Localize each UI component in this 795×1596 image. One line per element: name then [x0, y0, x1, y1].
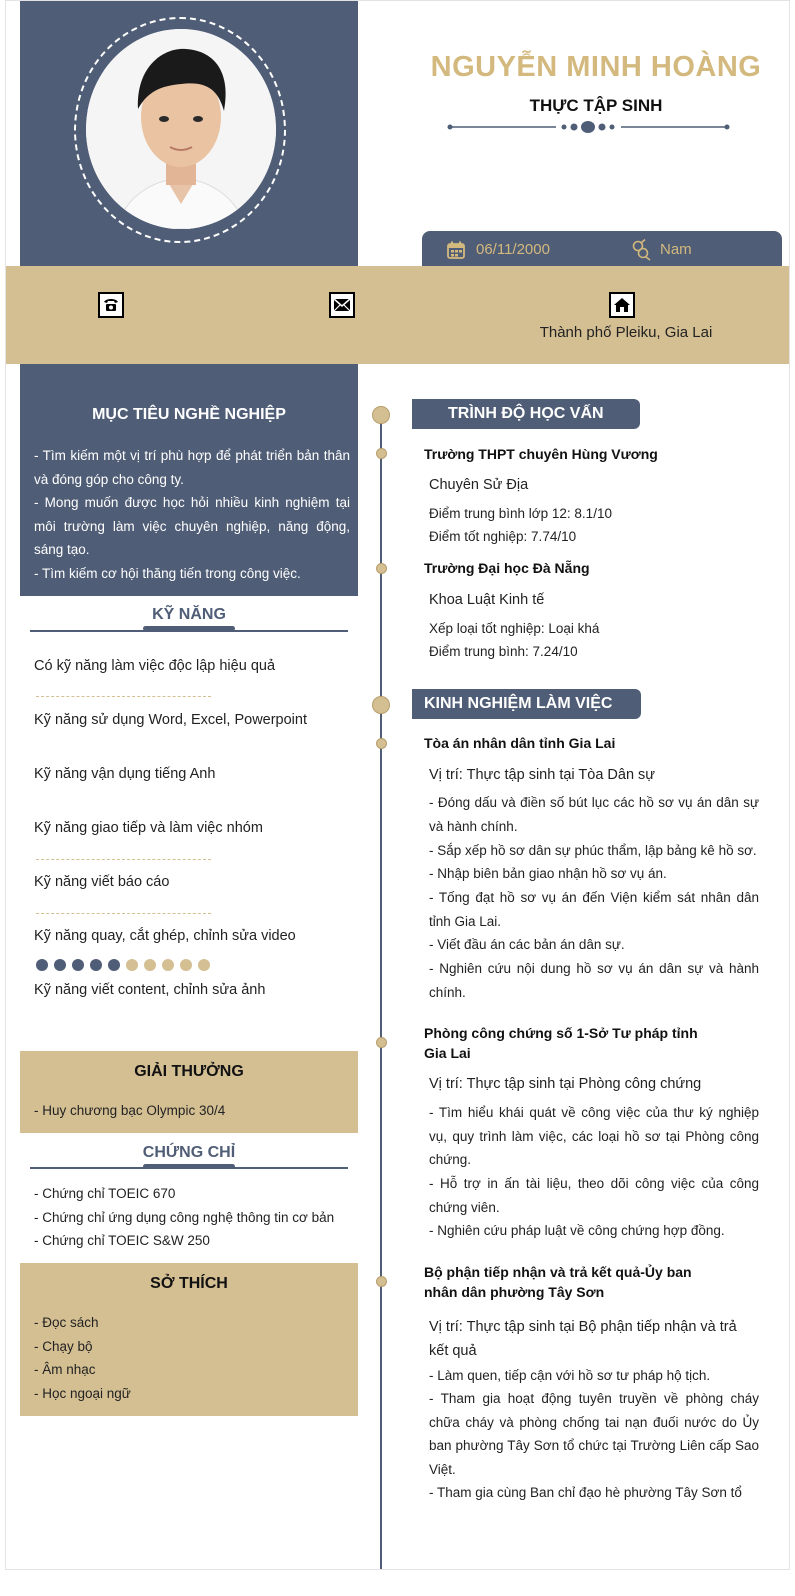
awards-title: GIẢI THƯỞNG [134, 1063, 244, 1080]
school-name: Trường Đại học Đà Nẵng [424, 560, 590, 576]
job-task: - Viết đầu án các bản án dân sự. [429, 937, 625, 952]
envelope-icon [329, 292, 355, 318]
job-position: Vị trí: Thực tập sinh tại Phòng công chứng [429, 1076, 702, 1092]
hobby-item: - Âm nhạc [34, 1362, 96, 1377]
career-goal-section [20, 364, 358, 596]
job-task: - Làm quen, tiếp cận với hồ sơ tư pháp hộ tịch. [429, 1368, 711, 1383]
job-org: Bộ phận tiếp nhận và trả kết quả-Ủy ban [424, 1264, 692, 1280]
job-task: - Tống đạt hồ sơ vụ án đến Viện kiểm sát nhân dân tỉnh Gia Lai. [429, 890, 759, 929]
timeline-node [376, 1276, 387, 1287]
skill-item: Kỹ năng viết content, chỉnh sửa ảnh [34, 982, 266, 998]
rating-dot-filled [108, 959, 120, 971]
job-org: Phòng công chứng số 1-Sở Tư pháp tỉnh [424, 1025, 698, 1041]
school-detail: Xếp loại tốt nghiệp: Loại khá [429, 621, 600, 636]
skill-rating-track [36, 859, 211, 860]
rating-dot-empty [126, 959, 138, 971]
skill-item: Kỹ năng viết báo cáo [34, 874, 170, 890]
rating-dot-filled [54, 959, 66, 971]
rating-dot-empty [198, 959, 210, 971]
job-task: - Nhập biên bản giao nhận hồ sơ vụ án. [429, 866, 667, 881]
awards-section [20, 1051, 358, 1133]
job-task: - Đóng dấu và điền số bút lục các hồ sơ vụ án dân sự và hành chính. [429, 795, 759, 834]
timeline-node-large [372, 696, 390, 714]
timeline-node [376, 1037, 387, 1048]
job-task: - Nghiên cứu pháp luật về công chứng hợp đồng. [429, 1223, 725, 1238]
gender-value: Nam [660, 241, 692, 258]
rating-dot-empty [144, 959, 156, 971]
certificate-item: - Chứng chỉ TOEIC S&W 250 [34, 1233, 210, 1248]
hobby-item: - Chạy bộ [34, 1339, 93, 1354]
skills-rule [30, 630, 348, 632]
certificate-item: - Chứng chỉ TOEIC 670 [34, 1186, 176, 1201]
certificates-rule [30, 1167, 348, 1169]
timeline-node [376, 563, 387, 574]
candidate-role: THỰC TẬP SINH [529, 96, 663, 115]
career-goal-line: - Tìm kiếm một vị trí phù hợp để phát triển bản thân và đóng góp cho công ty. [34, 448, 350, 487]
timeline-node [376, 738, 387, 749]
certificate-item: - Chứng chỉ ứng dụng công nghệ thông tin cơ bản [34, 1210, 335, 1225]
contact-band [6, 266, 790, 364]
cv-page [5, 0, 790, 1570]
school-detail: Điểm trung bình lớp 12: 8.1/10 [429, 506, 612, 521]
hobby-item: - Đọc sách [34, 1315, 99, 1330]
skill-item: Kỹ năng sử dụng Word, Excel, Powerpoint [34, 712, 308, 728]
school-name: Trường THPT chuyên Hùng Vương [424, 446, 658, 462]
award-item: - Huy chương bạc Olympic 30/4 [34, 1103, 226, 1118]
job-org: nhân dân phường Tây Sơn [424, 1284, 605, 1300]
skill-item: Kỹ năng vận dụng tiếng Anh [34, 766, 216, 782]
career-goal-line: - Mong muốn được học hỏi nhiều kinh nghiệm tại môi trường làm việc chuyên nghiệp, năng động, sáng tạo. [34, 495, 350, 557]
job-task: - Tham gia hoạt động tuyên truyền về phòng cháy chữa cháy và phòng chống tai nạn đuối nước do Ủy ban phường Tây Sơn tổ chức tại Trường Liên cấp Sao Việt. [429, 1391, 759, 1477]
calendar-icon [446, 240, 466, 265]
job-task: - Tham gia cùng Ban chỉ đạo hè phường Tây Sơn tổ [429, 1485, 742, 1500]
job-position: Vị trí: Thực tập sinh tại Bộ phận tiếp nhận và trả kết quả [429, 1319, 737, 1359]
job-task: - Tìm hiểu khái quát về công việc của thư ký nghiệp vụ, quy trình làm việc, các loại hồ sơ tại Phòng công chứng. [429, 1105, 759, 1167]
home-icon [609, 292, 635, 318]
school-detail: Điểm trung bình: 7.24/10 [429, 644, 578, 659]
career-goal-line: - Tìm kiếm cơ hội thăng tiến trong công việc. [34, 566, 301, 581]
school-major: Khoa Luật Kinh tế [429, 592, 545, 608]
rating-dot-empty [180, 959, 192, 971]
skill-item: Có kỹ năng làm việc độc lập hiệu quả [34, 658, 276, 674]
candidate-name: NGUYỄN MINH HOÀNG [430, 51, 762, 83]
certificates-title: CHỨNG CHỈ [142, 1144, 236, 1161]
skill-item: Kỹ năng giao tiếp và làm việc nhóm [34, 820, 263, 836]
skill-rating-dots [36, 958, 216, 976]
hobby-item: - Học ngoại ngữ [34, 1386, 131, 1401]
address-value: Thành phố Pleiku, Gia Lai [539, 324, 713, 341]
gender-icon [630, 239, 652, 266]
profile-photo [86, 29, 276, 229]
phone-icon [98, 292, 124, 318]
rating-dot-filled [90, 959, 102, 971]
job-task: - Nghiên cứu nội dung hồ sơ vụ án dân sự và hành chính. [429, 961, 759, 1000]
timeline-node-large [372, 406, 390, 424]
rating-dot-filled [36, 959, 48, 971]
dob-value: 06/11/2000 [476, 241, 550, 258]
skill-rating-track [36, 913, 211, 914]
experience-title: KINH NGHIỆM LÀM VIỆC [412, 689, 641, 719]
job-task: - Hỗ trợ in ấn tài liệu, theo dõi công việc của công chứng viên. [429, 1176, 759, 1215]
job-position: Vị trí: Thực tập sinh tại Tòa Dân sự [429, 767, 656, 783]
job-org: Gia Lai [424, 1045, 471, 1061]
skill-rating-track [36, 696, 211, 697]
school-major: Chuyên Sử Địa [429, 477, 529, 493]
school-detail: Điểm tốt nghiệp: 7.74/10 [429, 529, 577, 544]
personal-info-tab [422, 231, 782, 267]
education-title: TRÌNH ĐỘ HỌC VẤN [412, 399, 640, 429]
job-org: Tòa án nhân dân tỉnh Gia Lai [424, 735, 616, 751]
timeline-node [376, 448, 387, 459]
job-task: - Sắp xếp hồ sơ dân sự phúc thẩm, lập bảng kê hồ sơ. [429, 843, 757, 858]
ornament-divider [446, 119, 731, 140]
hobbies-title: SỞ THÍCH [150, 1275, 228, 1292]
skill-item: Kỹ năng quay, cắt ghép, chỉnh sửa video [34, 928, 296, 944]
rating-dot-empty [162, 959, 174, 971]
timeline-line [380, 414, 382, 1570]
rating-dot-filled [72, 959, 84, 971]
hobbies-section [20, 1263, 358, 1416]
career-goal-title: MỤC TIÊU NGHỀ NGHIỆP [92, 406, 286, 423]
skills-title: KỸ NĂNG [152, 606, 226, 623]
